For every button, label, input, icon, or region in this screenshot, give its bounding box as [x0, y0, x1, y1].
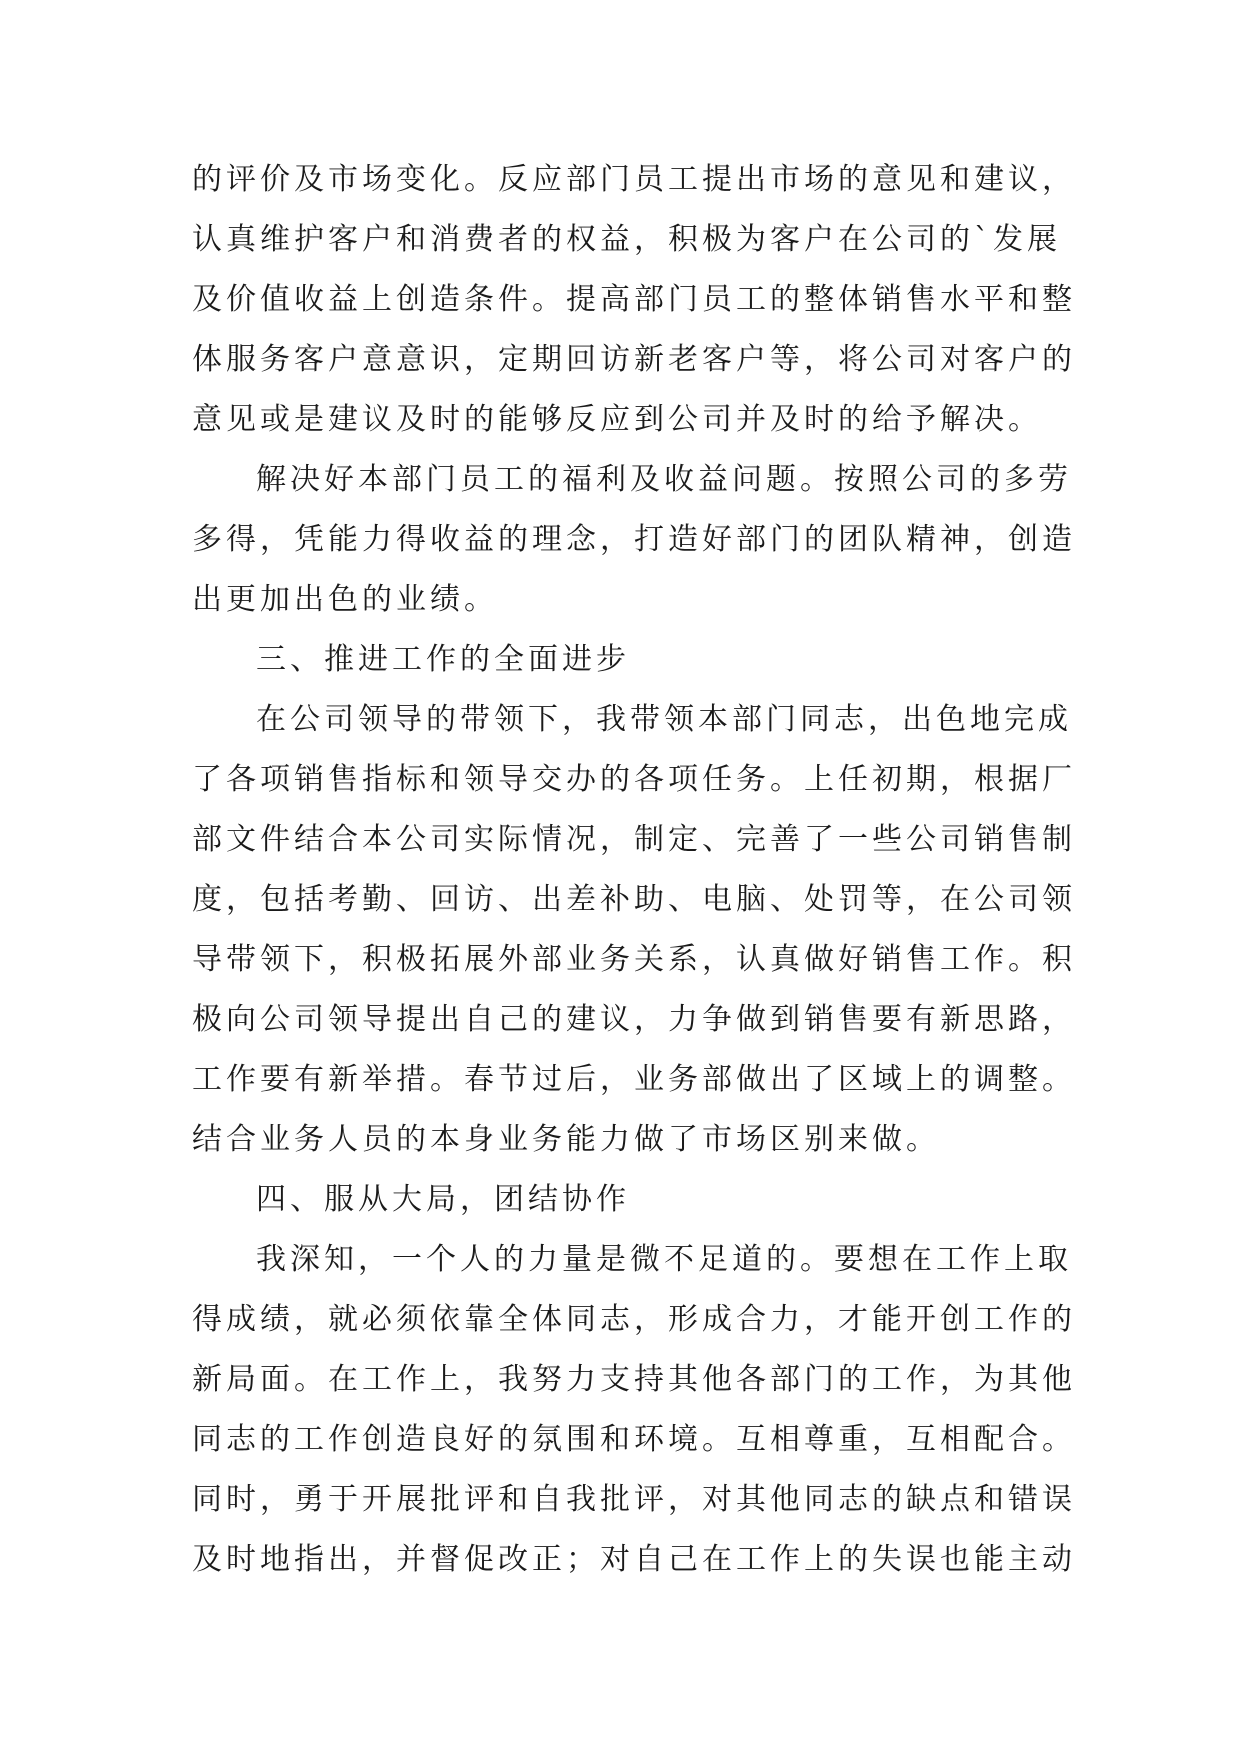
- text-line: 认真维护客户和消费者的权益，积极为客户在公司的`发展: [192, 222, 1061, 257]
- text-line: 工作要有新举措。春节过后，业务部做出了区域上的调整。: [192, 1062, 1076, 1097]
- text-line: 同志的工作创造良好的氛围和环境。互相尊重，互相配合。: [192, 1422, 1076, 1457]
- text-line: 多得，凭能力得收益的理念，打造好部门的团队精神，创造: [192, 522, 1076, 557]
- text-line: 及价值收益上创造条件。提高部门员工的整体销售水平和整: [192, 282, 1076, 317]
- text-line: 结合业务人员的本身业务能力做了市场区别来做。: [192, 1122, 940, 1157]
- text-line: 的评价及市场变化。反应部门员工提出市场的意见和建议，: [192, 162, 1076, 197]
- text-line: 及时地指出，并督促改正；对自己在工作上的失误也能主动: [192, 1542, 1076, 1577]
- text-line: 部文件结合本公司实际情况，制定、完善了一些公司销售制: [192, 822, 1076, 857]
- document-body: [192, 150, 1076, 1590]
- text-line: 导带领下，积极拓展外部业务关系，认真做好销售工作。积: [192, 942, 1076, 977]
- text-line: 极向公司领导提出自己的建议，力争做到销售要有新思路，: [192, 1002, 1076, 1037]
- text-line: 同时，勇于开展批评和自我批评，对其他同志的缺点和错误: [192, 1482, 1076, 1517]
- text-line: 度，包括考勤、回访、出差补助、电脑、处罚等，在公司领: [192, 882, 1076, 917]
- section-heading: 三、推进工作的全面进步: [256, 642, 630, 677]
- text-line: 在公司领导的带领下，我带领本部门同志，出色地完成: [256, 702, 1072, 737]
- text-line: 我深知，一个人的力量是微不足道的。要想在工作上取: [256, 1242, 1072, 1277]
- section-heading: 四、服从大局，团结协作: [256, 1182, 630, 1217]
- text-line: 得成绩，就必须依靠全体同志，形成合力，才能开创工作的: [192, 1302, 1076, 1337]
- text-line: 了各项销售指标和领导交办的各项任务。上任初期，根据厂: [192, 762, 1076, 797]
- text-line: 新局面。在工作上，我努力支持其他各部门的工作，为其他: [192, 1362, 1076, 1397]
- text-line: 意见或是建议及时的能够反应到公司并及时的给予解决。: [192, 402, 1042, 437]
- text-line: 出更加出色的业绩。: [192, 582, 498, 617]
- text-line: 解决好本部门员工的福利及收益问题。按照公司的多劳: [256, 462, 1072, 497]
- text-line: 体服务客户意意识，定期回访新老客户等，将公司对客户的: [192, 342, 1076, 377]
